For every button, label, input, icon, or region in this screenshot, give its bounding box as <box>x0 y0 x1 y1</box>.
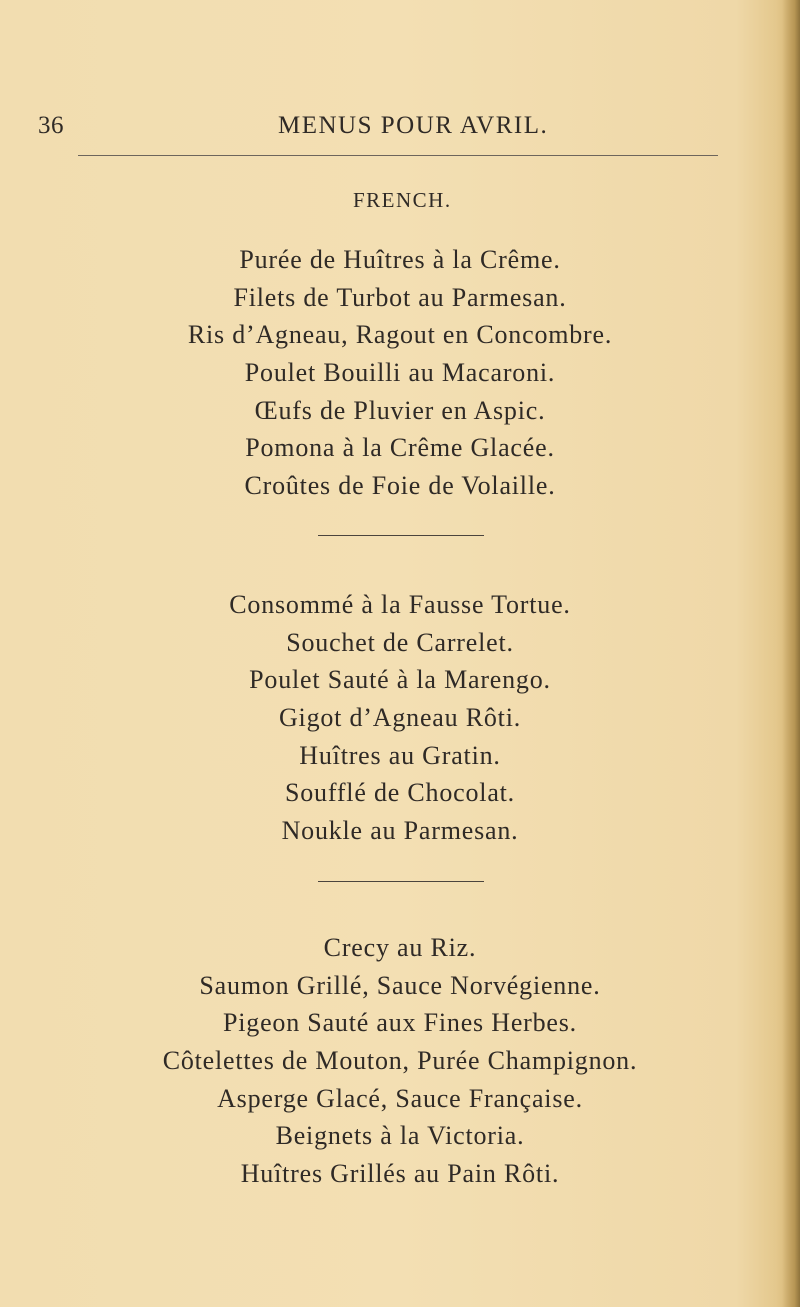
menu-item: Filets de Turbot au Parmesan. <box>233 282 567 312</box>
menu-item: Huîtres au Gratin. <box>299 740 501 770</box>
menu-item: Pomona à la Crême Glacée. <box>245 433 555 463</box>
menu-item: Œufs de Pluvier en Aspic. <box>254 395 546 425</box>
menu-item: Saumon Grillé, Sauce Norvégienne. <box>199 970 601 1000</box>
menu-item: Beignets à la Victoria. <box>275 1121 525 1151</box>
menu-list-1 <box>120 241 680 505</box>
menu-list-3 <box>120 929 680 1193</box>
menu-item: Poulet Bouilli au Macaroni. <box>244 358 556 388</box>
menu-item: Huîtres Grillés au Pain Rôti. <box>240 1159 560 1189</box>
page-edge-shadow <box>782 0 800 1307</box>
section-heading: FRENCH. <box>353 188 452 212</box>
menu-item: Souchet de Carrelet. <box>286 627 514 657</box>
menu-item: Croûtes de Foie de Volaille. <box>244 471 556 501</box>
menu-item: Côtelettes de Mouton, Purée Champignon. <box>162 1046 638 1076</box>
menu-divider <box>318 881 484 882</box>
menu-item: Purée de Huîtres à la Crême. <box>239 245 561 274</box>
page-number: 36 <box>38 112 64 139</box>
menu-item: Poulet Sauté à la Marengo. <box>249 665 551 695</box>
menu-item: Asperge Glacé, Sauce Française. <box>217 1083 583 1113</box>
menu-item: Soufflé de Chocolat. <box>285 778 515 808</box>
running-title: MENUS POUR AVRIL. <box>278 112 549 139</box>
menu-item: Crecy au Riz. <box>323 933 477 962</box>
menu-item: Gigot d’Agneau Rôti. <box>278 703 522 733</box>
menu-item: Noukle au Parmesan. <box>281 816 519 846</box>
menu-divider <box>318 535 484 536</box>
menu-item: Pigeon Sauté aux Fines Herbes. <box>222 1008 577 1038</box>
menu-list-2 <box>120 586 680 850</box>
menu-item: Consommé à la Fausse Tortue. <box>229 590 571 619</box>
menu-item: Ris d’Agneau, Ragout en Concombre. <box>187 320 613 350</box>
header-rule <box>78 155 718 156</box>
